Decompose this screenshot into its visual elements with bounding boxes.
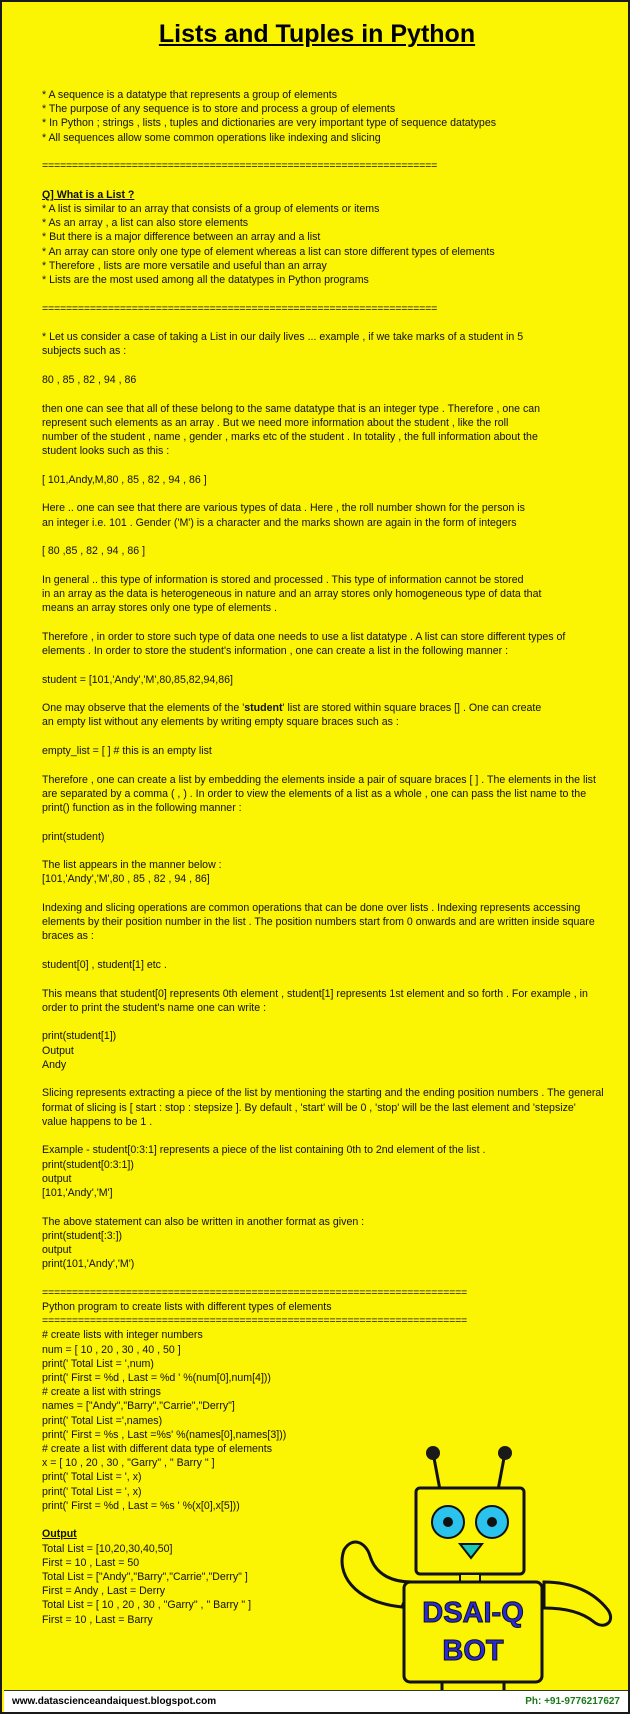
marks-list-example: [ 80 ,85 , 82 , 94 , 86 ] xyxy=(42,545,146,558)
code-line: output xyxy=(42,1243,72,1256)
code-line: print(student[1]) xyxy=(42,1030,117,1043)
paragraph-line: Example - student[0:3:1] represents a piece of the list containing 0th to 2nd element of the list . xyxy=(42,1144,486,1157)
robot-arm-right xyxy=(544,1582,611,1625)
paragraph-line: value happens to be 1 . xyxy=(42,1115,153,1128)
text-run: ' list are stored within square braces [] . One can create xyxy=(282,702,542,715)
paragraph-line: means an array stores only one type of elements . xyxy=(42,602,277,615)
output-line: First = 10 , Last = Barry xyxy=(42,1613,153,1626)
program-title: Python program to create lists with different types of elements xyxy=(42,1300,332,1313)
paragraph xyxy=(42,1086,612,1129)
paragraph-line: format of slicing is [ start : stop : stepsize ]. By default , 'start' will be 0 , 'stop' will be the last element and 'stepsize' xyxy=(42,1101,576,1114)
paragraph-line: in an array as the data is heterogeneous in nature and an array stores only homogeneous type of data that xyxy=(42,587,542,600)
code-line: print(student[:3:]) xyxy=(42,1229,123,1242)
print-student-code: print(student) xyxy=(42,830,105,843)
paragraph-line: are separated by a comma ( , ) . In order to view the elements of a list as a whole , one can pass the list name to the xyxy=(42,787,587,800)
paragraph xyxy=(42,330,612,358)
robot-pupil-right xyxy=(487,1517,497,1527)
paragraph xyxy=(42,630,612,658)
list-appears-block xyxy=(42,858,612,886)
list-point: * Therefore , lists are more versatile and useful than an array xyxy=(42,259,327,272)
separator-line: ======================================================================= xyxy=(42,1286,468,1299)
list-point: * As an array , a list can also store elements xyxy=(42,217,249,230)
code-line: # create a list with different data type of elements xyxy=(42,1442,273,1455)
paragraph-line: In general .. this type of information is stored and processed . This type of information cannot be stored xyxy=(42,573,524,586)
paragraph xyxy=(42,402,612,459)
robot-label-line2: BOT xyxy=(442,1635,504,1667)
paragraph-line: This means that student[0] represents 0th element , student[1] represents 1st element and so forth . For example , in xyxy=(42,987,588,1000)
full-info-example: [ 101,Andy,M,80 , 85 , 82 , 94 , 86 ] xyxy=(42,473,207,486)
slice-alt-block xyxy=(42,1215,612,1272)
list-definition-section xyxy=(42,188,612,287)
paragraph-line: The list appears in the manner below : xyxy=(42,859,222,872)
paragraph-line: elements by their position number in the list . The position numbers start from 0 onwards and are written inside square xyxy=(42,916,595,929)
code-line: print(' First = %d , Last = %s ' %(x[0],x[5])) xyxy=(42,1499,240,1512)
robot-label-line1: DSAI-Q xyxy=(422,1597,524,1629)
output-line: Total List = ["Andy","Barry","Carrie","Derry" ] xyxy=(42,1571,248,1583)
index-code-block xyxy=(42,1029,612,1072)
output-line: First = Andy , Last = Derry xyxy=(42,1585,166,1598)
paragraph-line: The above statement can also be written in another format as given : xyxy=(42,1215,365,1228)
empty-list-example: empty_list = [ ] # this is an empty list xyxy=(42,744,212,757)
paragraph xyxy=(42,501,612,529)
text-run: One may observe that the elements of the ' xyxy=(42,702,245,715)
paragraph-line: * Let us consider a case of taking a List in our daily lives ... example , if we take marks of a student in 5 xyxy=(42,331,524,344)
paragraph-line: elements . In order to store the student's information , one can create a list in the following manner : xyxy=(42,644,509,657)
footer-website: www.datascienceandaiquest.blogspot.com xyxy=(12,1696,217,1707)
code-line: Output xyxy=(42,1044,74,1057)
paragraph-line: Slicing represents extracting a piece of the list by mentioning the starting and the ending position numbers . The general xyxy=(42,1087,604,1100)
paragraph xyxy=(42,701,612,729)
code-line: # create lists with integer numbers xyxy=(42,1329,203,1342)
paragraph-line: student looks such as this : xyxy=(42,445,170,458)
paragraph-line: then one can see that all of these belong to the same datatype that is an integer type . Therefore , one can xyxy=(42,402,541,415)
code-line: print(101,'Andy','M') xyxy=(42,1258,135,1271)
code-line: x = [ 10 , 20 , 30 , "Garry" , " Barry " ] xyxy=(42,1457,215,1470)
output-heading: Output xyxy=(42,1528,77,1541)
paragraph-line: represent such elements as an array . But we need more information about the student , like the roll xyxy=(42,416,509,429)
student-definition: student = [101,'Andy','M',80,85,82,94,86] xyxy=(42,673,233,686)
paragraph-line xyxy=(42,701,612,715)
output-line: First = 10 , Last = 50 xyxy=(42,1556,140,1569)
code-line: print(' First = %d , Last = %d ' %(num[0],num[4])) xyxy=(42,1371,271,1384)
separator-line: ================================================================== xyxy=(42,160,438,173)
code-line: Andy xyxy=(42,1058,67,1071)
robot-arm-left xyxy=(342,1542,412,1607)
paragraph-line: order to print the student's name one can write : xyxy=(42,1001,267,1014)
intro-point: * In Python ; strings , lists , tuples and dictionaries are very important type of sequence datatypes xyxy=(42,117,497,130)
list-point: * A list is similar to an array that consists of a group of elements or items xyxy=(42,203,380,215)
paragraph-line: number of the student , name , gender , marks etc of the student . In totality , the full information about the xyxy=(42,431,538,443)
code-line: print(' Total List = ', x) xyxy=(42,1471,142,1484)
paragraph-line: Therefore , in order to store such type of data one needs to use a list datatype . A list can store different types of xyxy=(42,630,566,643)
paragraph-line: Indexing and slicing operations are common operations that can be done over lists . Indexing represents accessing xyxy=(42,901,581,914)
paragraph-line: an empty list without any elements by writing empty square braces such as : xyxy=(42,716,399,729)
paragraph-line: Here .. one can see that there are various types of data . Here , the roll number shown for the person is xyxy=(42,502,525,515)
code-line: num = [ 10 , 20 , 30 , 40 , 50 ] xyxy=(42,1343,181,1356)
paragraph-line: an integer i.e. 101 . Gender ('M') is a character and the marks shown are again in the form of integers xyxy=(42,516,517,529)
paragraph-line: Therefore , one can create a list by embedding the elements inside a pair of square braces [ ] . The elements in the list xyxy=(42,773,596,786)
code-line: print(' Total List = ', x) xyxy=(42,1485,142,1498)
article-content xyxy=(42,88,612,1641)
question-heading: Q] What is a List ? xyxy=(42,188,135,201)
code-line: output xyxy=(42,1172,72,1185)
code-line: names = ["Andy","Barry","Carrie","Derry"] xyxy=(42,1400,235,1413)
intro-point: * All sequences allow some common operations like indexing and slicing xyxy=(42,131,381,144)
robot-head xyxy=(416,1488,524,1574)
list-point: * An array can store only one type of element whereas a list can store different types of elements xyxy=(42,245,495,258)
separator-line: ======================================================================= xyxy=(42,1315,468,1328)
robot-pupil-left xyxy=(443,1517,453,1527)
code-line: [101,'Andy','M'] xyxy=(42,1186,113,1199)
intro-point: * The purpose of any sequence is to store and process a group of elements xyxy=(42,103,396,116)
code-line: print(' Total List =',names) xyxy=(42,1414,163,1427)
robot-mascot-illustration xyxy=(332,1432,630,1698)
robot-antenna-ball-left xyxy=(426,1446,440,1460)
code-line: print(student[0:3:1]) xyxy=(42,1158,134,1171)
robot-antenna-ball-right xyxy=(498,1446,512,1460)
code-line: print(' Total List = ',num) xyxy=(42,1357,154,1370)
list-point: * But there is a major difference between an array and a list xyxy=(42,231,321,244)
separator-line: ================================================================== xyxy=(42,302,438,315)
code-line: # create a list with strings xyxy=(42,1386,161,1399)
paragraph xyxy=(42,773,612,816)
paragraph xyxy=(42,573,612,616)
paragraph-line: braces as : xyxy=(42,930,94,943)
footer-bar xyxy=(4,1690,630,1714)
code-line: [101,'Andy','M',80 , 85 , 82 , 94 , 86] xyxy=(42,873,210,886)
output-line: Total List = [10,20,30,40,50] xyxy=(42,1542,173,1555)
paragraph xyxy=(42,987,612,1015)
intro-list xyxy=(42,88,612,145)
paragraph xyxy=(42,901,612,944)
footer-phone: Ph: +91-9776217627 xyxy=(525,1696,620,1707)
robot-antenna-left xyxy=(434,1458,440,1490)
robot-antenna-right xyxy=(498,1458,504,1490)
code-line: print(' First = %s , Last =%s' %(names[0],names[3])) xyxy=(42,1428,287,1441)
page-title: Lists and Tuples in Python xyxy=(158,20,476,48)
bold-keyword: student xyxy=(244,702,283,715)
index-example: student[0] , student[1] etc . xyxy=(42,958,167,971)
paragraph-line: print() function as in the following manner : xyxy=(42,801,242,814)
marks-example: 80 , 85 , 82 , 94 , 86 xyxy=(42,374,137,386)
intro-point: * A sequence is a datatype that represents a group of elements xyxy=(42,89,338,101)
slice-example-block xyxy=(42,1143,612,1200)
paragraph-line: subjects such as : xyxy=(42,345,127,358)
output-line: Total List = [ 10 , 20 , 30 , "Garry" , " Barry " ] xyxy=(42,1599,252,1612)
list-point: * Lists are the most used among all the datatypes in Python programs xyxy=(42,274,369,287)
